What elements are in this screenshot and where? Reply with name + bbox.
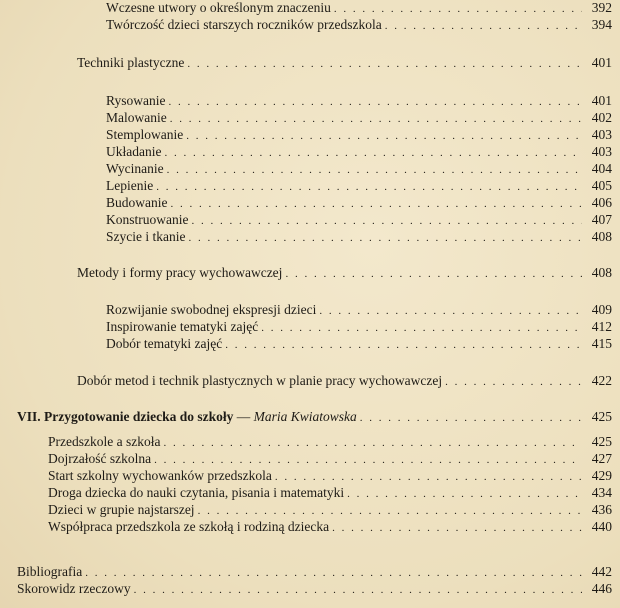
toc-page-number: 409: [591, 302, 612, 317]
title-separator: —: [233, 409, 254, 424]
toc-page-number: 406: [591, 195, 612, 210]
leader-dots: [164, 145, 582, 161]
toc-entry: [106, 0, 612, 17]
toc-page-number: 392: [591, 0, 612, 15]
leader-dots: [332, 520, 582, 536]
toc-page-number: 434: [591, 485, 612, 500]
toc-page-number: 446: [591, 581, 612, 596]
toc-entry: [77, 265, 612, 282]
toc-entry-label: Droga dziecka do nauki czytania, pisania i matematyki: [48, 485, 345, 500]
toc-entry: [17, 564, 612, 581]
toc-entry: [106, 17, 612, 34]
toc-entry-label: Malowanie: [106, 110, 167, 125]
leader-dots: [167, 162, 582, 178]
leader-dots: [188, 230, 582, 246]
toc-entry: [106, 212, 612, 229]
leader-dots: [285, 266, 582, 282]
toc-page-number: 405: [591, 178, 612, 193]
toc-page-number: 403: [591, 127, 612, 142]
toc-page-number: 404: [591, 161, 612, 176]
toc-entry: [106, 302, 612, 319]
toc-entry: [106, 319, 612, 336]
toc-entry: [17, 581, 612, 598]
leader-dots: [347, 486, 582, 502]
toc-entry: [48, 502, 612, 519]
toc-entry-label: Wycinanie: [106, 161, 164, 176]
toc-entry-label: Twórczość dzieci starszych roczników przedszkola: [106, 17, 382, 32]
toc-entry: [106, 336, 612, 353]
leader-dots: [385, 18, 582, 34]
toc-page-number: 429: [591, 468, 612, 483]
toc-page-number: 425: [591, 409, 612, 424]
toc-page-number: 427: [591, 451, 612, 466]
leader-dots: [198, 503, 582, 519]
leader-dots: [156, 179, 582, 195]
leader-dots: [134, 582, 582, 598]
toc-entry: [77, 373, 612, 390]
toc-page-number: 425: [591, 434, 612, 449]
toc-page-number: 436: [591, 502, 612, 517]
toc-entry: [106, 144, 612, 161]
toc-entry-label: Dzieci w grupie najstarszej: [48, 502, 195, 517]
leader-dots: [261, 320, 582, 336]
leader-dots: [445, 374, 582, 390]
toc-entry-label: Metody i formy pracy wychowawczej: [77, 265, 283, 280]
leader-dots: [191, 213, 582, 229]
toc-entry-label: Układanie: [106, 144, 162, 159]
leader-dots: [334, 1, 582, 17]
leader-dots: [275, 469, 582, 485]
toc-entry-label: Konstruowanie: [106, 212, 189, 227]
toc-entry: [48, 468, 612, 485]
toc-entry-label: Wczesne utwory o określonym znaczeniu: [106, 0, 331, 15]
toc-entry-label: Budowanie: [106, 195, 168, 210]
toc-page-number: 422: [591, 373, 612, 388]
toc-entry: [106, 195, 612, 212]
toc-page-number: 402: [591, 110, 612, 125]
toc-entry-label: Współpraca przedszkola ze szkołą i rodziną dziecka: [48, 519, 330, 534]
leader-dots: [171, 196, 583, 212]
leader-dots: [360, 410, 582, 426]
toc-page-number: 407: [591, 212, 612, 227]
toc-entry-label: Dojrzałość szkolna: [48, 451, 152, 466]
toc-page-number: 412: [591, 319, 612, 334]
toc-page-number: 440: [591, 519, 612, 534]
toc-entry-label: Szycie i tkanie: [106, 229, 186, 244]
leader-dots: [85, 565, 582, 581]
toc-entry: [106, 178, 612, 195]
toc-entry-label: Skorowidz rzeczowy: [17, 581, 131, 596]
toc-entry-label: Dobór metod i technik plastycznych w planie pracy wychowawczej: [77, 373, 443, 388]
toc-chapter: [17, 409, 612, 426]
chapter-title-text: VII. Przygotowanie dziecka do szkoły: [17, 409, 234, 424]
chapter-author: Maria Kwiatowska: [253, 409, 357, 424]
toc-page-number: 401: [591, 55, 612, 70]
leader-dots: [225, 337, 582, 353]
toc-entry: [106, 161, 612, 178]
toc-entry-label: Bibliografia: [17, 564, 83, 579]
toc-entry: [106, 93, 612, 110]
toc-page-number: 401: [591, 93, 612, 108]
toc-entry-label: Rozwijanie swobodnej ekspresji dzieci: [106, 302, 317, 317]
toc-entry: [48, 519, 612, 536]
toc-entry-label: Inspirowanie tematyki zajęć: [106, 319, 259, 334]
toc-entry-label: Start szkolny wychowanków przedszkola: [48, 468, 272, 483]
toc-entry-label: Przedszkole a szkoła: [48, 434, 161, 449]
chapter-title: [17, 409, 360, 425]
toc-entry-label: Techniki plastyczne: [77, 55, 185, 70]
toc-entry-label: Stemplowanie: [106, 127, 184, 142]
leader-dots: [168, 94, 582, 110]
toc-page-number: 403: [591, 144, 612, 159]
leader-dots: [186, 128, 582, 144]
toc-entry: [48, 434, 612, 451]
toc-page-number: 394: [591, 17, 612, 32]
toc-entry: [106, 110, 612, 127]
leader-dots: [187, 56, 582, 72]
toc-page-number: 442: [591, 564, 612, 579]
leader-dots: [319, 303, 582, 319]
toc-entry: [48, 451, 612, 468]
toc-entry: [106, 229, 612, 246]
toc-entry-label: Rysowanie: [106, 93, 166, 108]
leader-dots: [163, 435, 582, 451]
toc-page-number: 408: [591, 265, 612, 280]
toc-entry-label: Lepienie: [106, 178, 154, 193]
leader-dots: [154, 452, 582, 468]
toc-entry: [77, 55, 612, 72]
toc-page-number: 415: [591, 336, 612, 351]
toc-page-number: 408: [591, 229, 612, 244]
leader-dots: [170, 111, 582, 127]
toc-entry: [106, 127, 612, 144]
toc-entry-label: Dobór tematyki zajęć: [106, 336, 223, 351]
toc-entry: [48, 485, 612, 502]
